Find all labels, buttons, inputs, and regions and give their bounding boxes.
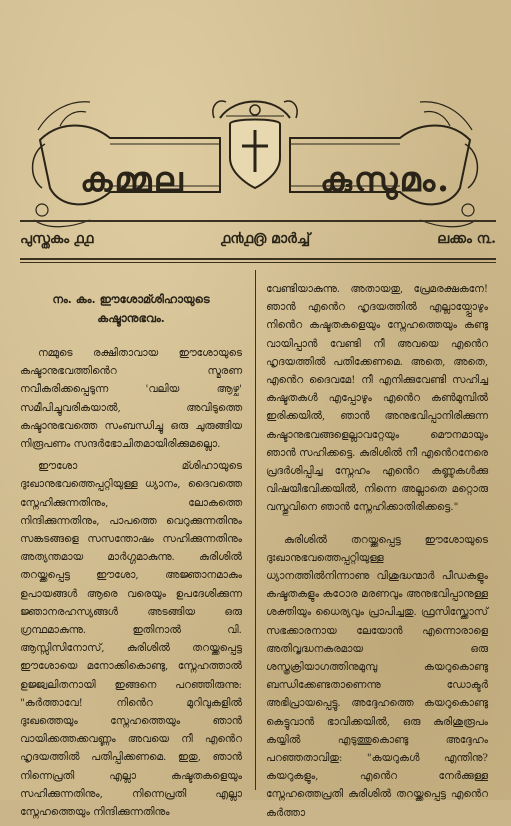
issue-bar	[20, 222, 496, 256]
right-column	[266, 280, 488, 826]
masthead	[20, 60, 490, 240]
bottom-rule-thin	[20, 262, 496, 263]
article-paragraph: നമ്മുടെ രക്ഷിതാവായ ഈശോയുടെ കഷ്ടാനുഭവത്തിൻെറ സ്മരണ നവീകരിക്കപ്പെടുന്ന 'വലിയ ആഴ്ച' സമീപിച്ചുവരികയാൽ, അവിടുത്തെ കഷ്ടാനുഭവത്തെ സംബന്ധിച്ചു ഒരു ചുരുങ്ങിയ നിരൂപണം സന്ദർഭോചിതമായിരിക്കുമല്ലൊ.	[20, 347, 242, 451]
masthead-title-left: കമ്മല	[80, 160, 185, 200]
article-paragraph: വേണ്ടിയാകുന്നു. അതായതു, പ്രേമരക്ഷകനേ! ഞാൻ എൻെറ ഹൃദയത്തിൽ എല്ലായ്പ്പോഴും നിൻെറ കഷ്ടതകളെയും സ്നേഹത്തെയും കണ്ടു വായിപ്പാൻ വേണ്ടി നീ അവയെ എൻെറ ഹൃദയത്തിൽ പതിക്കേണമെ. അതെ, അതെ, എൻെറ ദൈവമേ! നീ എനിക്കുവേണ്ടി സഹിച്ച കഷ്ടതകൾ എപ്പോഴും എൻെറ കൺമുമ്പിൽ ഇരിക്കയിൽ, ഞാൻ അനുഭവിപ്പാനിരിക്കുന്ന കഷ്ടാനുഭവങ്ങളെല്ലാവറ്റേയും മൌനമായും ഞാൻ സഹിക്കട്ടെ. കുരിശിൽ നീ എൻെറനേരെ പ്രദർശിപ്പിച്ച സ്നേഹം എൻെറ കണ്ണുകൾക്കു വിഷയീഭവിക്കയിൽ, നിന്നെ അല്ലാതെ മറ്റൊരു വസ്തുവിനെ ഞാൻ സ്നേഹിക്കാതിരിക്കട്ടെ."	[266, 283, 488, 514]
month-label: ൧൯൧൫ മാർച്ച്	[220, 231, 311, 247]
bottom-rule	[20, 258, 496, 260]
article-title: നം. കം. ഈശോമ്ശിഹായുടെ കഷ്ടാനുഭവം.	[52, 292, 210, 325]
volume-label: പുസ്തകം ൧൧	[20, 231, 94, 247]
article-paragraph: ഈശോ മ്ശിഹായുടെ ദുഃഖാനുഭവത്തെപ്പറ്റിയുള്ള ധ്യാനം, ദൈവത്തെ സ്നേഹിക്കുന്നതിനും, ലോകത്തെ നിന്ദിക്കുന്നതിനും, പാപത്തെ വെറുക്കുന്നതിനും സങ്കടങ്ങളെ സസന്തോഷം സഹിക്കുന്നതിനും അത്യന്തമായ മാർഗ്ഗമാകുന്നു. കുരിശിൽ തറയ്ക്കപ്പെട്ട ഈശോ, അജ്ഞാനമാകും ഉപായങ്ങൾ ആരെ വരെയും ഉപദേശിക്കുന്ന ജ്ഞാനരഹസ്യങ്ങൾ അടങ്ങിയ ഒരു ഗ്രന്ഥമാകുന്നു. ഇതിനാൽ വി. ആസ്സിസിനോസ്, കുരിശിൽ തറയ്ക്കപ്പെട്ട ഈശോയെ മനോക്കികൊണ്ടു, സ്നേഹത്താൽ ഉജ്ജ്വലിതനായി ഇങ്ങനെ പറഞ്ഞിരുന്നു: "കർത്താവേ! നിൻെറ മുറിവുകളിൽ ദുഃഖത്തെയും സ്നേഹത്തെയും ഞാൻ വായിക്കത്തക്കവണ്ണം അവയെ നീ എൻെറ ഹൃദയത്തിൽ പതിപ്പിക്കണമെ. ഇതു, ഞാൻ നിന്നെപ്രതി എല്ലാ കഷ്ടതകളെയും സഹിക്കുന്നതിനും, നിന്നെപ്രതി എല്ലാ സ്നേഹത്തെയും നിന്ദിക്കുന്നതിനും	[20, 460, 242, 819]
column-divider	[255, 270, 256, 790]
issue-number-label: ലക്കം ൩.	[437, 231, 496, 247]
crest-emblem-icon	[210, 88, 300, 198]
article-paragraph: കുരിശിൽ തറയ്ക്കപ്പെട്ട ഈശോയുടെ ദുഃഖാനുഭവത്തെപ്പറ്റിയുള്ള ധ്യാനത്തിൽനിന്നാണു വിശുദ്ധന്മാർ പീഡകളും കഷ്ടതകളും കഠോര മരണവും അനുഭവിപ്പാനുള്ള ശക്തിയും ധൈര്യവും പ്രാപിച്ചതു. ഫ്രസിസ്ക്കോസ് സഭക്കാരനായ ലേയോൻ എന്നൊരാളെ അതിവൃദ്ധനകരമായ ഒരു ശസ്ത്രക്രിയാഗത്തിനുമുമ്പു കയറുകൊണ്ടു ബന്ധിക്കേണ്ടതാണെന്നു ഡോക്ടർ അഭിപ്രായപ്പെട്ടു. അദ്ദേഹത്തെ കയറുകൊണ്ടു കെട്ടുവാൻ ഭാവിക്കയിൽ, ഒരു കുരിശുരൂപം കയ്യിൽ എടുത്തുകൊണ്ടു അദ്ദേഹം പറഞ്ഞതാവിതു: "കയറുകൾ എന്തിനു? കയറുകളും, എൻെറ നേർക്കുള്ള സ്നേഹത്തെപ്രതി കുരിശിൽ തറയ്ക്കപ്പെട്ട എൻെറ കർത്താ	[266, 533, 488, 819]
masthead-title-right: കുസുമം.	[320, 160, 451, 200]
left-column	[20, 280, 242, 825]
